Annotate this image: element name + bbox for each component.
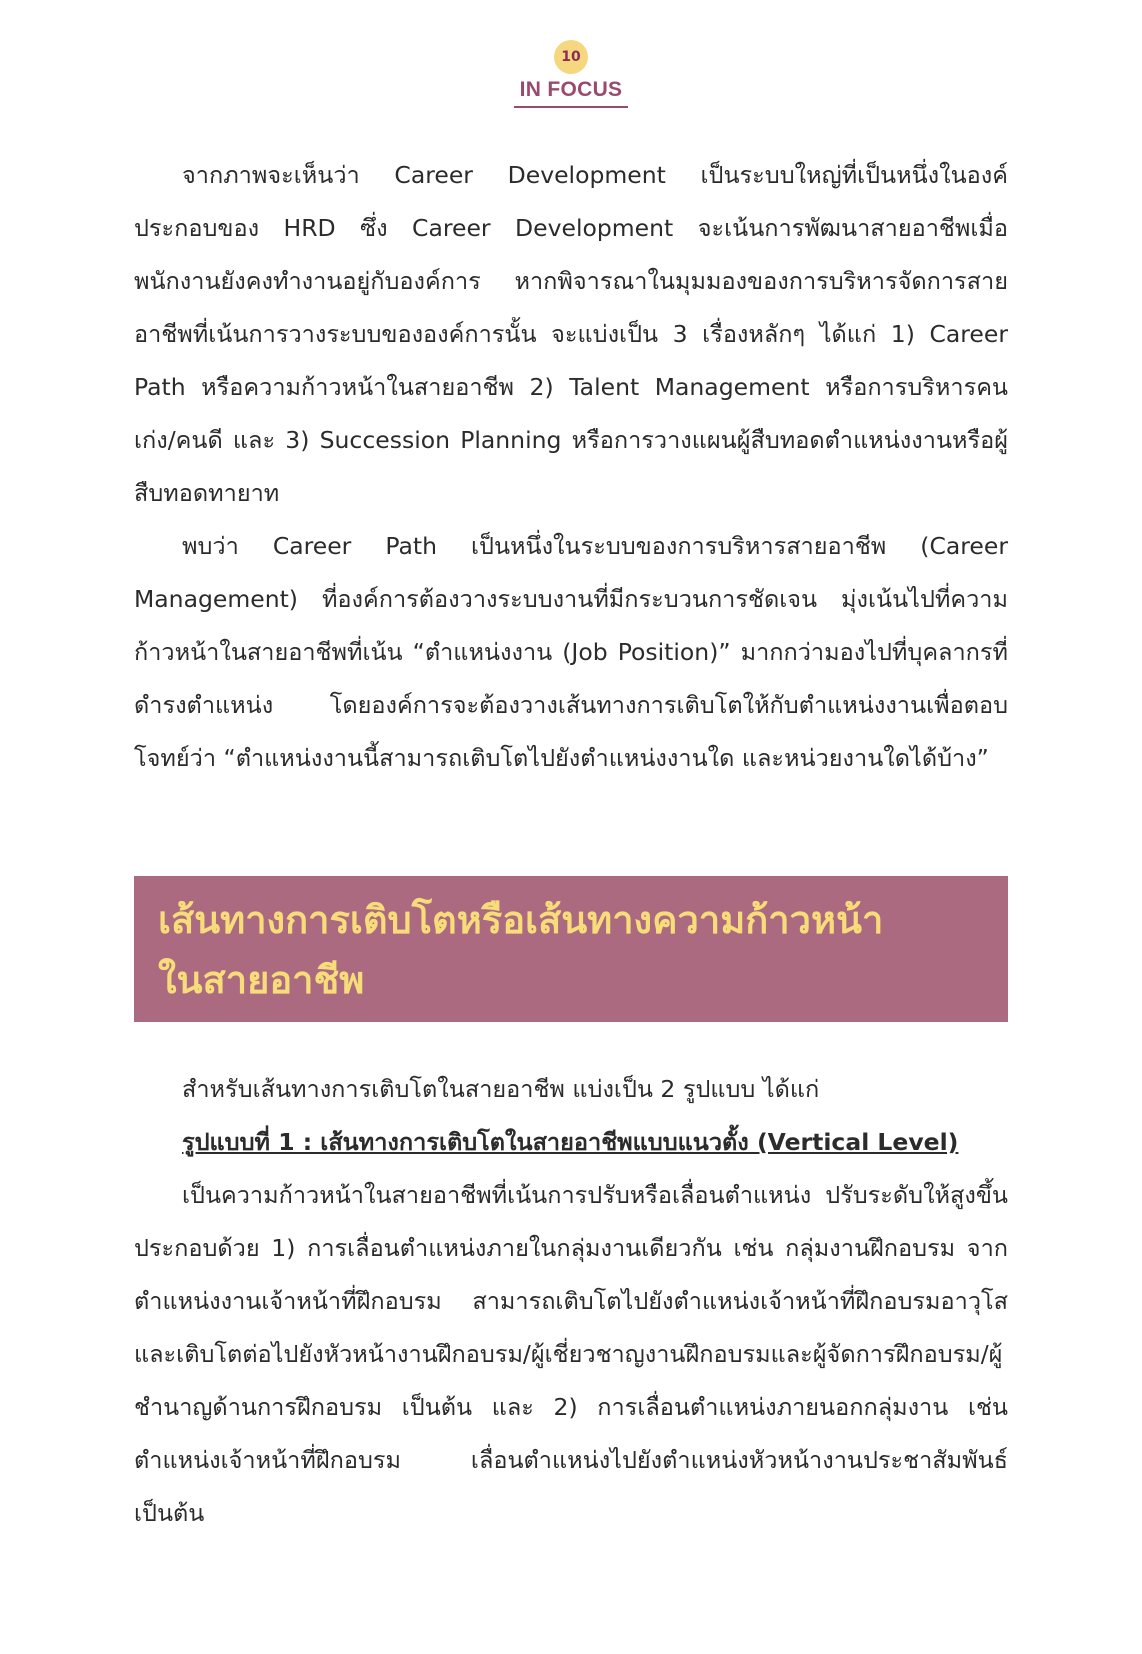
page-header <box>0 40 1142 108</box>
section-subheading: รูปแบบที่ 1 : เส้นทางการเติบโตในสายอาชีพแบบแนวตั้ง (Vertical Level) <box>182 1128 959 1156</box>
banner-title-line-1: เส้นทางการเติบโตหรือเส้นทางความก้าวหน้า <box>158 898 884 942</box>
intro-paragraph-2: พบว่า Career Path เป็นหนึ่งในระบบของการบริหารสายอาชีพ (Career Management) ที่องค์การต้องวางระบบงานที่มีกระบวนการชัดเจน มุ่งเน้นไปที่ความก้าวหน้าในสายอาชีพที่เน้น “ตำแหน่งงาน (Job Position)” มากกว่ามองไปที่บุคลากรที่ดำรงตำแหน่ง โดยองค์การจะต้องวางเส้นทางการเติบโตให้กับตำแหน่งงานเพื่อตอบโจทย์ว่า “ตำแหน่งงานนี้สามารถเติบโตไปยังตำแหน่งงานใด และหน่วยงานใดได้บ้าง” <box>134 532 1008 772</box>
page-number-badge: 10 <box>554 40 588 74</box>
section-banner <box>134 876 1008 1022</box>
banner-title-line-2: ในสายอาชีพ <box>158 958 365 1002</box>
header-wrap <box>0 40 1142 108</box>
section-block <box>134 1063 1008 1540</box>
intro-paragraph-1: จากภาพจะเห็นว่า Career Development เป็นระบบใหญ่ที่เป็นหนึ่งในองค์ประกอบของ HRD ซึ่ง Career Development จะเน้นการพัฒนาสายอาชีพเมื่อพนักงานยังคงทำงานอยู่กับองค์การ หากพิจารณาในมุมมองของการบริหารจัดการสายอาชีพที่เน้นการวางระบบขององค์การนั้น จะแบ่งเป็น 3 เรื่องหลักๆ ได้แก่ 1) Career Path หรือความก้าวหน้าในสายอาชีพ 2) Talent Management หรือการบริหารคนเก่ง/คนดี และ 3) Succession Planning หรือการวางแผนผู้สืบทอดตำแหน่งงานหรือผู้สืบทอดทายาท <box>134 161 1008 507</box>
section-lead: สำหรับเส้นทางการเติบโตในสายอาชีพ แบ่งเป็น 2 รูปแบบ ได้แก่ <box>182 1075 820 1103</box>
section-paragraph: เป็นความก้าวหน้าในสายอาชีพที่เน้นการปรับหรือเลื่อนตำแหน่ง ปรับระดับให้สูงขึ้น ประกอบด้วย 1) การเลื่อนตำแหน่งภายในกลุ่มงานเดียวกัน เช่น กลุ่มงานฝึกอบรม จากตำแหน่งงานเจ้าหน้าที่ฝึกอบรม สามารถเติบโตไปยังตำแหน่งเจ้าหน้าที่ฝึกอบรมอาวุโส และเติบโตต่อไปยังหัวหน้างานฝึกอบรม/ผู้เชี่ยวชาญงานฝึกอบรมและผู้จัดการฝึกอบรม/ผู้ชำนาญด้านการฝึกอบรม เป็นต้น และ 2) การเลื่อนตำแหน่งภายนอกกลุ่มงาน เช่นตำแหน่งเจ้าหน้าที่ฝึกอบรม เลื่อนตำแหน่งไปยังตำแหน่งหัวหน้างานประชาสัมพันธ์ เป็นต้น <box>134 1181 1008 1527</box>
section-label: IN FOCUS <box>514 78 629 108</box>
intro-block <box>134 149 1008 785</box>
